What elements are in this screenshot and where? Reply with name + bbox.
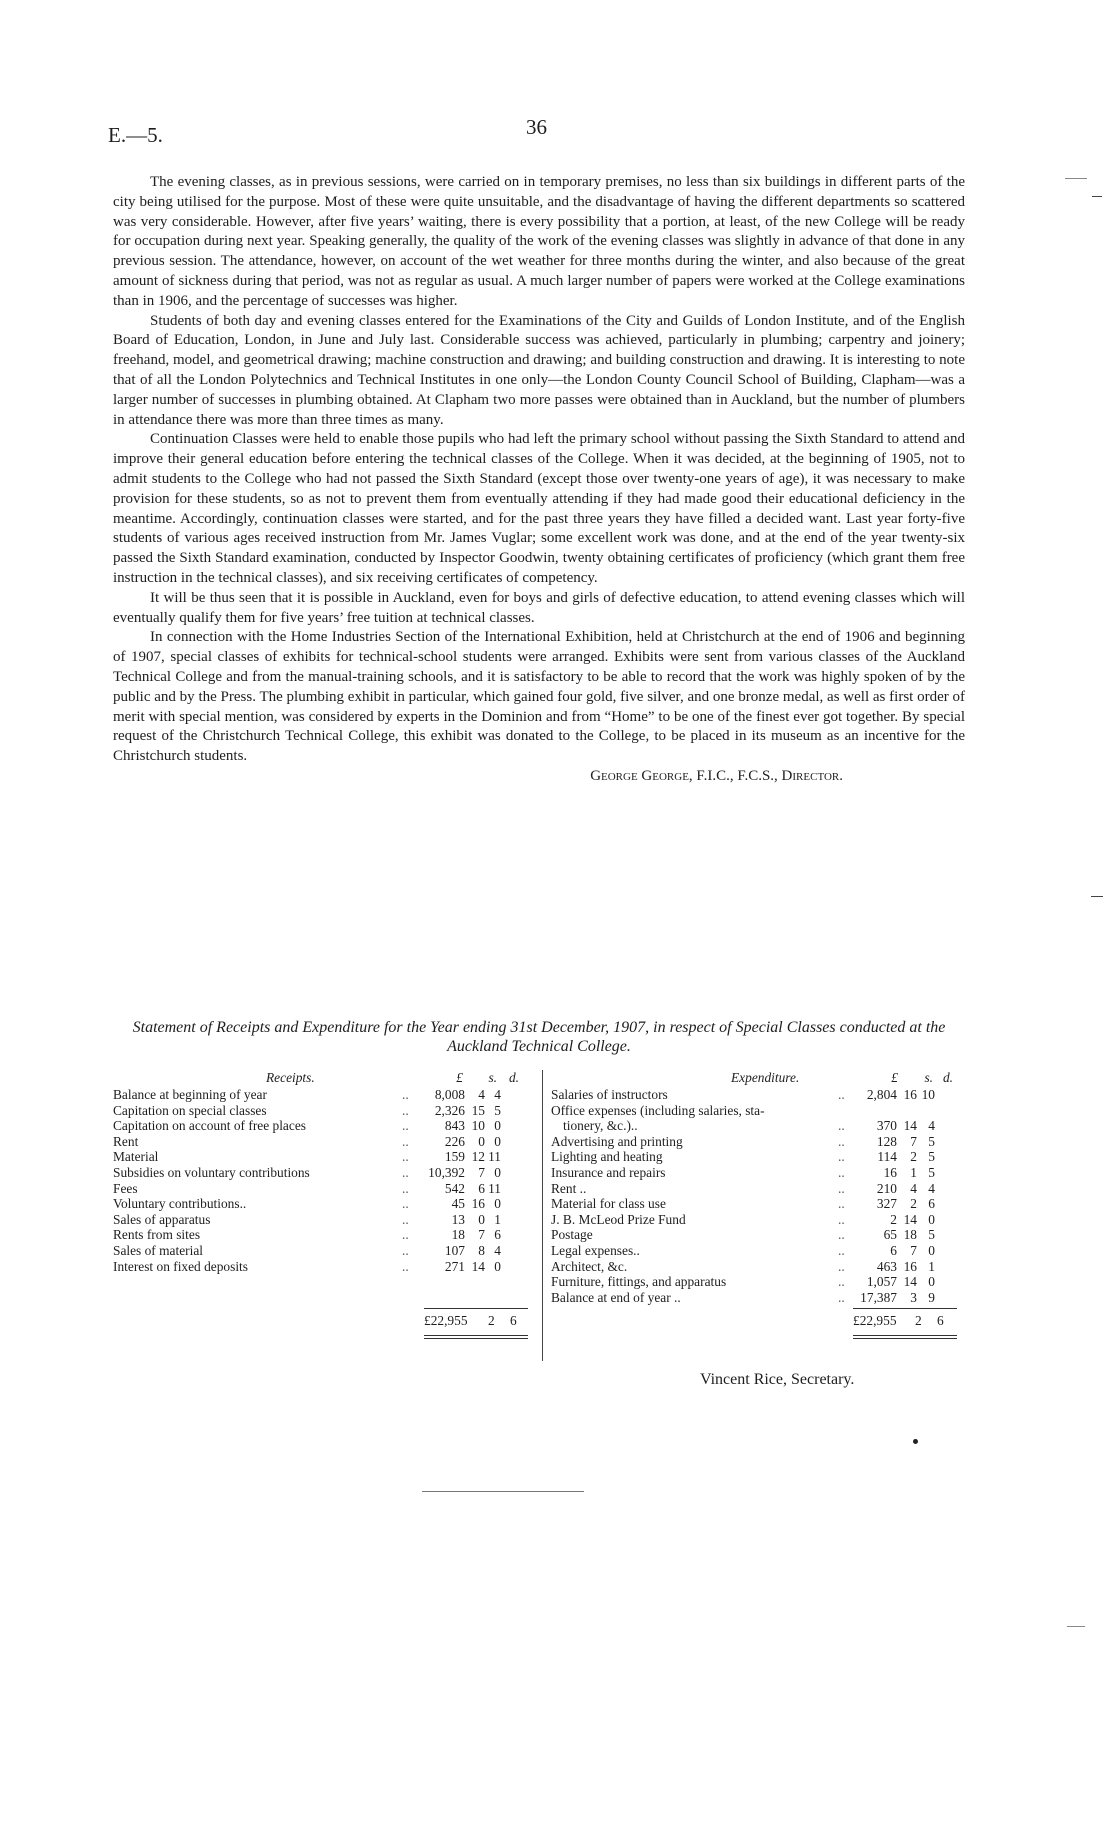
- paragraph-examinations: Students of both day and evening classes entered for the Examinations of the City and Guilds of London Institute, and of the English Board of Education, London, in June and July last. Considerable success was achieved, particularly in plumbing; carpentry and joinery; freehand, model, and geometrical drawing; machine construction and drawing; and building construction and drawing. It is interesting to note that of all the London Polytechnics and Technical Institutes in one only—the London County Council School of Building, Clapham—was a larger number of successes in plumbing obtained. At Clapham two more passes were obtained than in Auckland, but the number of plumbers in attendance there was more than three times as many.: [113, 312, 965, 428]
- receipts-rows: [113, 1087, 538, 1274]
- expenditure-row-pounds: 6: [890, 1242, 897, 1258]
- receipts-row-pounds: 159: [444, 1149, 465, 1165]
- receipts-row: [113, 1227, 538, 1243]
- receipts-row-label: Rents from sites: [113, 1227, 201, 1243]
- expenditure-row-shillings: 18: [903, 1227, 917, 1243]
- receipts-row-pounds: 2,326: [434, 1102, 465, 1118]
- expenditure-row: [551, 1103, 971, 1119]
- receipts-row-pence: 0: [494, 1133, 501, 1149]
- expenditure-total-shillings: 2: [915, 1313, 922, 1328]
- expenditure-row-leader: ..: [838, 1087, 845, 1102]
- expenditure-row-shillings: 2: [910, 1149, 917, 1165]
- expenditure-rows: [551, 1087, 971, 1305]
- expenditure-row-leader: ..: [838, 1211, 845, 1227]
- expenditure-row-pounds: 327: [876, 1196, 897, 1212]
- receipts-row-label: Fees: [113, 1180, 138, 1196]
- expenditure-row: [551, 1165, 971, 1181]
- expenditure-row-label: Lighting and heating: [551, 1149, 663, 1165]
- expenditure-pence-col: d.: [942, 1070, 953, 1085]
- receipts-row-label: Balance at beginning of year: [113, 1087, 267, 1102]
- expenditure-row-leader: ..: [838, 1258, 845, 1274]
- expenditure-header-row: [551, 1070, 971, 1087]
- expenditure-row-label: J. B. McLeod Prize Fund: [551, 1211, 686, 1227]
- receipts-row-pounds: 271: [444, 1258, 465, 1274]
- receipts-row: [113, 1165, 538, 1181]
- expenditure-row-pence: 5: [928, 1164, 935, 1180]
- receipts-row-shillings: 7: [478, 1164, 485, 1180]
- expenditure-pounds-col: £: [891, 1070, 898, 1085]
- receipts-row-pence: 11: [488, 1149, 501, 1165]
- expenditure-table: [551, 1070, 971, 1305]
- expenditure-row-pence: 0: [928, 1211, 935, 1227]
- expenditure-row-shillings: 3: [910, 1289, 917, 1305]
- expenditure-row-pence: 5: [928, 1149, 935, 1165]
- expenditure-row: [551, 1181, 971, 1197]
- receipts-total-shillings: 2: [488, 1313, 495, 1328]
- expenditure-row-shillings: 16: [903, 1087, 917, 1102]
- expenditure-row-label: Advertising and printing: [551, 1133, 683, 1149]
- receipts-row-pounds: 843: [444, 1118, 465, 1134]
- expenditure-row: [551, 1212, 971, 1228]
- receipts-shillings-col: s.: [488, 1070, 497, 1085]
- receipts-heading: Receipts.: [266, 1070, 315, 1085]
- receipts-row: [113, 1212, 538, 1228]
- footer-rule: [422, 1491, 584, 1492]
- receipts-row: [113, 1118, 538, 1134]
- receipts-total-pounds: £22,955: [424, 1313, 468, 1328]
- expenditure-row-leader: ..: [838, 1289, 845, 1305]
- expenditure-row-leader: ..: [838, 1164, 845, 1180]
- margin-mark: [1092, 196, 1102, 197]
- expenditure-total-rule-bottom-2: [853, 1338, 957, 1339]
- receipts-row-pounds: 226: [444, 1133, 465, 1149]
- receipts-row-leader: ..: [402, 1149, 409, 1165]
- statement-title: Statement of Receipts and Expenditure for the Year ending 31st December, 1907, in respect of Special Classes conducted at the Auckland Technical College.: [132, 1019, 946, 1055]
- expenditure-row-pounds: 16: [883, 1164, 897, 1180]
- receipts-row-shillings: 0: [478, 1211, 485, 1227]
- receipts-pounds-col: £: [456, 1070, 463, 1085]
- receipts-row-pence: 6: [494, 1227, 501, 1243]
- expenditure-row: [551, 1290, 971, 1306]
- receipts-row: [113, 1196, 538, 1212]
- page-number: 36: [526, 115, 547, 139]
- receipts-row: [113, 1181, 538, 1197]
- receipts-row: [113, 1087, 538, 1103]
- expenditure-row-shillings: 14: [903, 1211, 917, 1227]
- expenditure-row-label: Architect, &c.: [551, 1258, 628, 1274]
- expenditure-row-pounds: 114: [877, 1149, 897, 1165]
- expenditure-row-leader: ..: [838, 1149, 845, 1165]
- receipts-row-shillings: 0: [478, 1133, 485, 1149]
- receipts-row-pounds: 107: [444, 1242, 465, 1258]
- expenditure-heading: Expenditure.: [731, 1070, 800, 1085]
- paragraph-exhibition: In connection with the Home Industries Section of the International Exhibition, held at Christchurch at the end of 1906 and beginning of 1907, special classes of exhibits for technical-school students were arranged. Exhibits were sent from various classes of the Auckland Technical College and from the manual-training schools, and it is satisfactory to be able to record that the work was highly spoken of by the public and by the Press. The plumbing exhibit in particular, which gained four gold, five silver, and one bronze medal, as well as first order of merit with special mention, was considered by experts in the Dominion and from “Home” to be one of the finest ever got together. By special request of the Christchurch Technical College, this exhibit was donated to the College, to be placed in its museum as an incentive for the Christchurch students.: [113, 629, 965, 765]
- expenditure-row-pounds: 210: [876, 1180, 897, 1196]
- expenditure-row-pence: 0: [928, 1274, 935, 1290]
- receipts-row-pence: 0: [494, 1118, 501, 1134]
- expenditure-row: [551, 1259, 971, 1275]
- receipts-row-leader: ..: [402, 1227, 409, 1243]
- receipts-row-pence: 4: [494, 1242, 501, 1258]
- expenditure-row-label: tionery, &c.)..: [563, 1118, 638, 1134]
- expenditure-row-leader: ..: [838, 1196, 845, 1212]
- expenditure-row-label: Rent ..: [551, 1180, 587, 1196]
- expenditure-row: [551, 1196, 971, 1212]
- receipts-row-leader: ..: [402, 1258, 409, 1274]
- expenditure-row-leader: ..: [838, 1180, 845, 1196]
- receipts-row-pence: 5: [494, 1102, 501, 1118]
- receipts-row: [113, 1134, 538, 1150]
- receipts-row-pence: 4: [494, 1087, 501, 1102]
- expenditure-row-pounds: 65: [883, 1227, 897, 1243]
- receipts-total-pence: 6: [510, 1313, 517, 1328]
- receipts-row-label: Material: [113, 1149, 159, 1165]
- paragraph-evening-classes: The evening classes, as in previous sessions, were carried on in temporary premises, no less than six buildings in different parts of the city being utilised for the purpose. Most of these were quite unsuitable, and the disadvantage of having the different departments so scattered was very considerable. However, after five years’ waiting, there is every possibility that a portion, at least, of the new College will be ready for occupation during next year. Speaking generally, the quality of the work of the evening classes was slightly in advance of that done in any previous session. The attendance, however, on account of the wet weather for three months during the winter, and also because of the great amount of sickness during that period, was not as regular as usual. A much larger number of papers were worked at the College examinations than in 1906, and the percentage of successes was higher.: [113, 174, 965, 309]
- expenditure-row-pounds: 128: [876, 1133, 897, 1149]
- receipts-row-shillings: 15: [471, 1102, 485, 1118]
- expenditure-row: [551, 1243, 971, 1259]
- expenditure-row: [551, 1149, 971, 1165]
- report-reference: E.—5.: [108, 123, 163, 147]
- receipts-row-shillings: 10: [471, 1118, 485, 1134]
- expenditure-row-pence: 10: [921, 1087, 935, 1102]
- expenditure-total-rule-top: [853, 1308, 957, 1309]
- expenditure-row-label: Salaries of instructors: [551, 1087, 668, 1102]
- expenditure-row-shillings: 14: [903, 1118, 917, 1134]
- expenditure-total-pence: 6: [937, 1313, 944, 1328]
- expenditure-row-shillings: 14: [903, 1274, 917, 1290]
- receipts-row-leader: ..: [402, 1164, 409, 1180]
- expenditure-row: [551, 1087, 971, 1103]
- expenditure-row-pounds: 370: [876, 1118, 897, 1134]
- expenditure-row-pounds: 463: [876, 1258, 897, 1274]
- paragraph-continuation-classes: Continuation Classes were held to enable those pupils who had left the primary school without passing the Sixth Standard to attend and improve their general education before entering the technical classes of the College. When it was decided, at the beginning of 1905, not to admit students to the College who had not passed the Sixth Standard (except those over twenty-one years of age), it was necessary to make provision for these students, so as not to prevent them from eventually attending if they had made good their educational deficiency in the meantime. Accordingly, continuation classes were started, and for the past three years they have filled a decided want. Last year forty-five students of various ages received instruction from Mr. James Vuglar; some excellent work was done, and at the end of the year twenty-six passed the Sixth Standard examination, conducted by Inspector Goodwin, twenty obtaining certificates of proficiency (which grant them free instruction in the technical classes), and six receiving certificates of competency.: [113, 431, 965, 586]
- expenditure-row-shillings: 4: [910, 1180, 917, 1196]
- receipts-row-label: Rent: [113, 1133, 139, 1149]
- receipts-row-label: Voluntary contributions..: [113, 1196, 247, 1212]
- receipts-row-pence: 11: [488, 1180, 501, 1196]
- report-body: [113, 173, 965, 787]
- receipts-row-leader: ..: [402, 1087, 409, 1102]
- expenditure-row-pence: 9: [928, 1289, 935, 1305]
- expenditure-row-shillings: 16: [903, 1258, 917, 1274]
- receipts-row-leader: ..: [402, 1211, 409, 1227]
- receipts-row-pounds: 542: [444, 1180, 465, 1196]
- expenditure-row: [551, 1274, 971, 1290]
- expenditure-row-leader: ..: [838, 1242, 845, 1258]
- expenditure-row-label: Postage: [551, 1227, 593, 1243]
- receipts-row-label: Interest on fixed deposits: [113, 1258, 248, 1274]
- receipts-row-shillings: 14: [471, 1258, 485, 1274]
- receipts-row-label: Sales of material: [113, 1242, 203, 1258]
- director-signature: George George, F.I.C., F.C.S., Director.: [590, 767, 843, 784]
- receipts-header-row: [113, 1070, 538, 1087]
- expenditure-row-pence: 1: [928, 1258, 935, 1274]
- expenditure-row-pence: 5: [928, 1227, 935, 1243]
- table-divider: [542, 1070, 543, 1361]
- receipts-row: [113, 1259, 538, 1275]
- receipts-row-shillings: 4: [478, 1087, 485, 1102]
- secretary-signature: Vincent Rice, Secretary.: [700, 1371, 855, 1388]
- page-header: [108, 115, 948, 153]
- expenditure-total-rule-bottom-1: [853, 1335, 957, 1336]
- receipts-row-pounds: 45: [451, 1196, 465, 1212]
- receipts-row-leader: ..: [402, 1196, 409, 1212]
- expenditure-row-shillings: 7: [910, 1133, 917, 1149]
- expenditure-row-leader: ..: [838, 1227, 845, 1243]
- expenditure-row-shillings: 7: [910, 1242, 917, 1258]
- expenditure-row-pence: 0: [928, 1242, 935, 1258]
- expenditure-row-leader: ..: [838, 1118, 845, 1134]
- expenditure-row: [551, 1227, 971, 1243]
- receipts-row-leader: ..: [402, 1133, 409, 1149]
- expenditure-row-label: Balance at end of year ..: [551, 1289, 681, 1305]
- expenditure-row: [551, 1118, 971, 1134]
- receipts-row-shillings: 16: [471, 1196, 485, 1212]
- expenditure-row-pence: 5: [928, 1133, 935, 1149]
- receipts-row: [113, 1103, 538, 1119]
- expenditure-row: [551, 1134, 971, 1150]
- receipts-row-shillings: 6: [478, 1180, 485, 1196]
- margin-mark: [1091, 896, 1103, 897]
- expenditure-row-leader: ..: [838, 1274, 845, 1290]
- expenditure-row-label: Legal expenses..: [551, 1242, 640, 1258]
- expenditure-row-shillings: 2: [910, 1196, 917, 1212]
- expenditure-row-shillings: 1: [910, 1164, 917, 1180]
- receipts-row-label: Capitation on account of free places: [113, 1118, 306, 1134]
- receipts-row-leader: ..: [402, 1180, 409, 1196]
- expenditure-row-leader: ..: [838, 1133, 845, 1149]
- expenditure-row-pounds: 17,387: [860, 1289, 897, 1305]
- expenditure-row-label: Furniture, fittings, and apparatus: [551, 1274, 727, 1290]
- expenditure-row-label: Insurance and repairs: [551, 1164, 666, 1180]
- margin-mark: [1067, 1626, 1085, 1627]
- receipts-pence-col: d.: [508, 1070, 519, 1085]
- receipts-row-pence: 1: [494, 1211, 501, 1227]
- receipts-row-shillings: 12: [471, 1149, 485, 1165]
- receipts-table: [113, 1070, 538, 1274]
- expenditure-row-pounds: 2: [890, 1211, 897, 1227]
- receipts-row-shillings: 7: [478, 1227, 485, 1243]
- receipts-row-leader: ..: [402, 1102, 409, 1118]
- receipts-row-pence: 0: [494, 1258, 501, 1274]
- receipts-total-rule-top: [424, 1308, 528, 1309]
- receipts-row-pence: 0: [494, 1164, 501, 1180]
- receipts-row-pounds: 13: [451, 1211, 465, 1227]
- receipts-row: [113, 1243, 538, 1259]
- receipts-row-pounds: 10,392: [428, 1164, 465, 1180]
- receipts-total-rule-bottom-2: [424, 1338, 528, 1339]
- expenditure-row-pounds: 2,804: [866, 1087, 897, 1102]
- receipts-row: [113, 1149, 538, 1165]
- expenditure-total-pounds: £22,955: [853, 1313, 897, 1328]
- expenditure-row-pounds: 1,057: [866, 1274, 897, 1290]
- expenditure-row-pence: 4: [928, 1118, 935, 1134]
- receipts-row-shillings: 8: [478, 1242, 485, 1258]
- receipts-row-pence: 0: [494, 1196, 501, 1212]
- receipts-row-pounds: 8,008: [434, 1087, 465, 1102]
- expenditure-row-pence: 6: [928, 1196, 935, 1212]
- print-dot: [913, 1439, 918, 1444]
- receipts-row-label: Sales of apparatus: [113, 1211, 211, 1227]
- margin-mark: [1065, 178, 1087, 179]
- receipts-row-label: Capitation on special classes: [113, 1102, 267, 1118]
- receipts-row-leader: ..: [402, 1118, 409, 1134]
- receipts-row-label: Subsidies on voluntary contributions: [113, 1164, 310, 1180]
- receipts-total-rule-bottom-1: [424, 1335, 528, 1336]
- expenditure-row-pence: 4: [928, 1180, 935, 1196]
- receipts-row-pounds: 18: [451, 1227, 465, 1243]
- receipts-row-leader: ..: [402, 1242, 409, 1258]
- paragraph-free-tuition: It will be thus seen that it is possible in Auckland, even for boys and girls of defective education, to attend evening classes which will eventually qualify them for five years’ free tuition at technical classes.: [113, 589, 965, 626]
- expenditure-shillings-col: s.: [924, 1070, 933, 1085]
- expenditure-row-label: Office expenses (including salaries, sta-: [551, 1102, 765, 1118]
- expenditure-row-label: Material for class use: [551, 1196, 666, 1212]
